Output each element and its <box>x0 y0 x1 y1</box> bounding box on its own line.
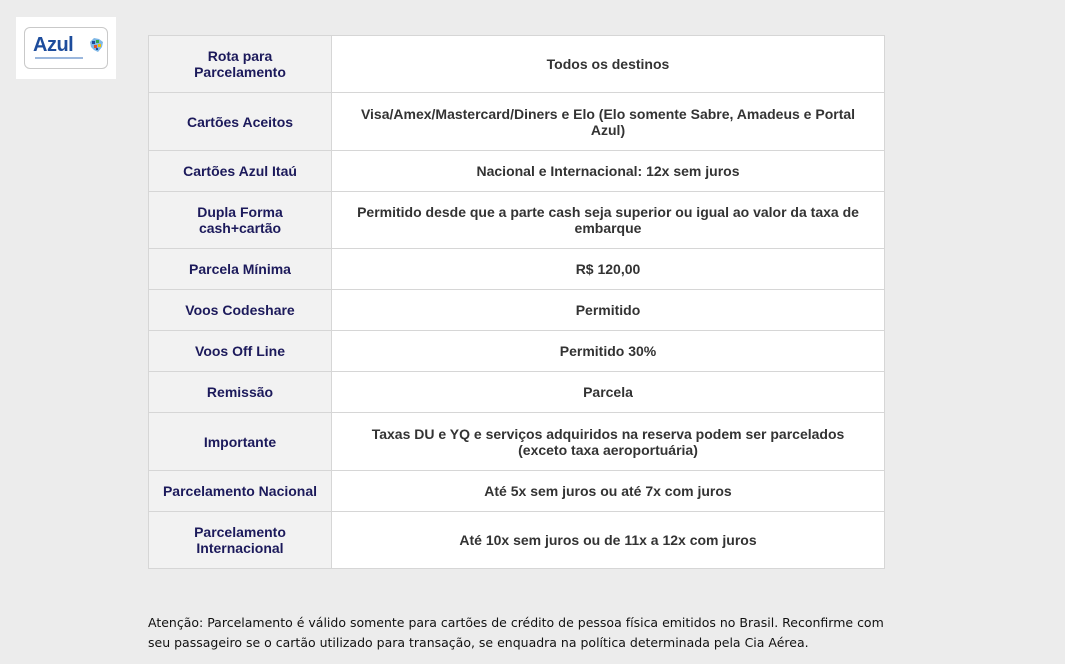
logo-wordmark: Azul <box>33 34 74 56</box>
row-value-cartoes-azul-itau: Nacional e Internacional: 12x sem juros <box>332 151 885 192</box>
row-value-cartoes-aceitos: Visa/Amex/Mastercard/Diners e Elo (Elo somente Sabre, Amadeus e Portal Azul) <box>332 93 885 151</box>
row-label-remissao: Remissão <box>149 372 332 413</box>
table-row <box>149 93 885 151</box>
row-value-parcelamento-nacional: Até 5x sem juros ou até 7x com juros <box>332 471 885 512</box>
row-label-cartoes-aceitos: Cartões Aceitos <box>149 93 332 151</box>
row-label-parcelamento-nacional: Parcelamento Nacional <box>149 471 332 512</box>
table-row <box>149 413 885 471</box>
table-row <box>149 151 885 192</box>
row-value-rota: Todos os destinos <box>332 36 885 93</box>
row-label-importante: Importante <box>149 413 332 471</box>
row-label-voos-off-line: Voos Off Line <box>149 331 332 372</box>
table-row <box>149 36 885 93</box>
row-label-parcelamento-internacional: Parcelamento Internacional <box>149 512 332 569</box>
row-value-parcelamento-internacional: Até 10x sem juros ou de 11x a 12x com juros <box>332 512 885 569</box>
row-value-parcela-minima: R$ 120,00 <box>332 249 885 290</box>
row-label-parcela-minima: Parcela Mínima <box>149 249 332 290</box>
installment-policy-table <box>148 35 885 569</box>
row-value-voos-off-line: Permitido 30% <box>332 331 885 372</box>
row-value-dupla-forma: Permitido desde que a parte cash seja superior ou igual ao valor da taxa de embarque <box>332 192 885 249</box>
logo-tagline-bar <box>35 57 83 59</box>
table-row <box>149 512 885 569</box>
policy-table-body <box>149 36 885 569</box>
row-label-dupla-forma: Dupla Forma cash+cartão <box>149 192 332 249</box>
table-row <box>149 372 885 413</box>
row-label-cartoes-azul-itau: Cartões Azul Itaú <box>149 151 332 192</box>
row-label-voos-codeshare: Voos Codeshare <box>149 290 332 331</box>
table-row <box>149 192 885 249</box>
row-value-remissao: Parcela <box>332 372 885 413</box>
logo-frame <box>24 27 108 69</box>
azul-logo <box>16 17 116 79</box>
row-value-importante: Taxas DU e YQ e serviços adquiridos na reserva podem ser parcelados (exceto taxa aeroportuária) <box>332 413 885 471</box>
row-value-voos-codeshare: Permitido <box>332 290 885 331</box>
disclaimer-note: Atenção: Parcelamento é válido somente para cartões de crédito de pessoa física emitidos no Brasil. Reconfirme com seu passageiro se o cartão utilizado para transação, se enquadra na política determinada pela Cia Aérea. <box>148 614 884 650</box>
table-row <box>149 249 885 290</box>
brazil-map-icon <box>87 36 105 54</box>
table-row <box>149 290 885 331</box>
table-row <box>149 331 885 372</box>
row-label-rota: Rota para Parcelamento <box>149 36 332 93</box>
table-row <box>149 471 885 512</box>
